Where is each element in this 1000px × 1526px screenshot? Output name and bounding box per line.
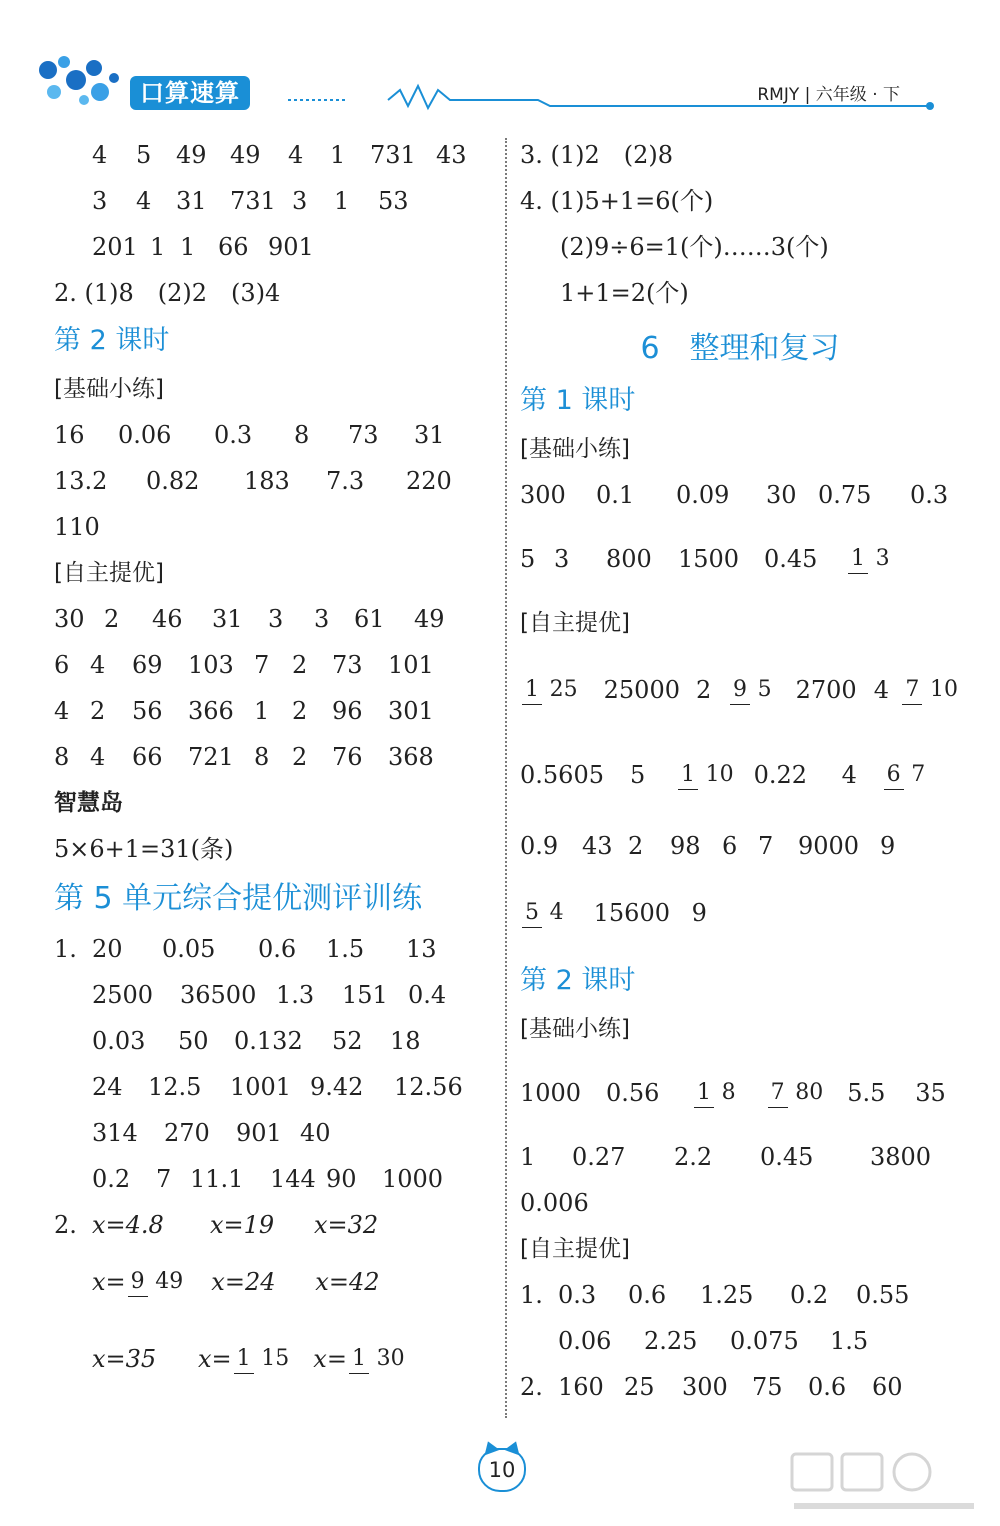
answer-row xyxy=(520,734,960,816)
answer-value: 1 xyxy=(254,697,270,725)
answer-value: 301 xyxy=(388,697,434,725)
answer-value: 98 xyxy=(670,832,701,860)
answer-value: 46 xyxy=(152,605,183,633)
fraction xyxy=(128,1268,184,1297)
answer-value: 13 xyxy=(406,935,437,963)
answer-value: 12.56 xyxy=(394,1073,463,1101)
answer-value: 8 xyxy=(294,421,310,449)
fraction-denominator: 30 xyxy=(376,1345,405,1371)
fraction xyxy=(678,761,734,790)
answer-value: 6 xyxy=(54,651,70,679)
answer-value: 0.22 xyxy=(753,761,808,789)
answer-line: 2. (1)8 (2)2 (3)4 xyxy=(54,279,281,307)
question-number: 2. xyxy=(54,1211,77,1239)
answer-value: 1.3 xyxy=(276,981,315,1009)
equation-row xyxy=(54,1316,494,1402)
answer-value: 3 xyxy=(268,605,284,633)
wisdom-island-title: 智慧岛 xyxy=(54,790,123,816)
answer-value: 8 xyxy=(254,743,270,771)
logo-splash-icon xyxy=(34,52,124,110)
answer-line: 4. (1)5+1=6(个) xyxy=(520,187,714,215)
answer-value: 43 xyxy=(582,832,613,860)
answer-value: 15600 xyxy=(593,899,670,927)
answer-value: 0.006 xyxy=(520,1189,589,1217)
fraction xyxy=(730,676,772,705)
answer-value: 7 xyxy=(254,651,270,679)
answer-value: 2.25 xyxy=(644,1327,698,1355)
answer-value: 4 xyxy=(873,676,890,704)
answer-value: 49 xyxy=(176,141,207,169)
answer-value: 300 xyxy=(520,481,566,509)
answer-row xyxy=(520,816,960,876)
answer-row xyxy=(54,1064,494,1110)
answer-value: 3 xyxy=(292,187,308,215)
answer-value: 0.09 xyxy=(676,481,730,509)
answer-value: 7.3 xyxy=(326,467,365,495)
answer-row xyxy=(54,734,494,780)
answer-value: 0.05 xyxy=(162,935,216,963)
answer-row xyxy=(54,132,494,178)
equation-answer: x=24 xyxy=(211,1268,276,1296)
fraction xyxy=(884,761,926,790)
answer-value: 53 xyxy=(378,187,409,215)
answer-value: 36500 xyxy=(180,981,257,1009)
fraction xyxy=(848,545,890,574)
answer-value: 8 xyxy=(54,743,70,771)
answer-value: 1.5 xyxy=(326,935,365,963)
equation-prefix: x= xyxy=(198,1345,232,1373)
answer-value: 201 xyxy=(92,233,138,261)
answer-value: 0.6 xyxy=(808,1373,847,1401)
lesson-title: 第 2 课时 xyxy=(520,965,636,996)
answer-row xyxy=(54,504,494,550)
answer-value: 66 xyxy=(218,233,249,261)
fraction-denominator: 4 xyxy=(549,899,564,925)
watermark-icon xyxy=(784,1448,984,1518)
answer-value: 0.45 xyxy=(764,545,818,573)
answer-value: 5 xyxy=(520,545,536,573)
answer-value: 52 xyxy=(332,1027,363,1055)
answer-value: 2 xyxy=(628,832,644,860)
question-number: 2. xyxy=(520,1373,543,1401)
answer-value: 1 xyxy=(520,1143,536,1171)
equation-prefix: x= xyxy=(92,1268,126,1296)
answer-value: 4 xyxy=(92,141,108,169)
answer-value: 0.132 xyxy=(234,1027,303,1055)
answer-value: 110 xyxy=(54,513,100,541)
answer-value: 5.5 xyxy=(847,1079,886,1107)
answer-value: 4 xyxy=(90,743,106,771)
section-tag-improve: [自主提优] xyxy=(54,560,164,586)
answer-value: 2 xyxy=(104,605,120,633)
fraction xyxy=(902,676,958,705)
fraction-numerator: 5 xyxy=(522,902,542,928)
answer-row xyxy=(520,1318,960,1364)
answer-value: 0.45 xyxy=(760,1143,814,1171)
answer-value: 3 xyxy=(92,187,108,215)
fraction xyxy=(349,1345,405,1374)
fraction-denominator: 15 xyxy=(261,1345,290,1371)
equation-answer: x=4.8 xyxy=(92,1211,164,1239)
answer-value: 2 xyxy=(292,697,308,725)
answer-value: 731 xyxy=(230,187,276,215)
answer-row xyxy=(520,876,960,950)
answer-value: 183 xyxy=(244,467,290,495)
fraction-numerator: 1 xyxy=(694,1082,714,1108)
fraction-numerator: 1 xyxy=(349,1348,369,1374)
answer-value: 11.1 xyxy=(190,1165,244,1193)
fraction-numerator: 1 xyxy=(848,548,868,574)
answer-line: 1+1=2(个) xyxy=(560,279,689,307)
left-column xyxy=(54,132,494,1402)
answer-row xyxy=(54,596,494,642)
answer-value: 1001 xyxy=(230,1073,292,1101)
answer-row xyxy=(54,1156,494,1202)
answer-value: 18 xyxy=(390,1027,421,1055)
answer-value: 1.5 xyxy=(830,1327,869,1355)
answer-value: 0.1 xyxy=(596,481,635,509)
answer-value: 0.6 xyxy=(258,935,297,963)
answer-value: 40 xyxy=(300,1119,331,1147)
answer-value: 0.56 xyxy=(606,1079,660,1107)
fraction-denominator: 8 xyxy=(721,1079,736,1105)
fraction-denominator: 25 xyxy=(549,676,578,702)
answer-value: 144 xyxy=(270,1165,316,1193)
section-tag-basic: [基础小练] xyxy=(520,436,630,462)
answer-value: 0.06 xyxy=(118,421,172,449)
answer-value: 366 xyxy=(188,697,234,725)
answer-value: 2 xyxy=(292,651,308,679)
answer-row xyxy=(520,1272,960,1318)
answer-value: 220 xyxy=(406,467,452,495)
answer-value: 56 xyxy=(132,697,163,725)
equation-answer: x=32 xyxy=(314,1211,379,1239)
page-number: 10 xyxy=(478,1448,526,1492)
fraction-denominator: 3 xyxy=(875,545,890,571)
answer-value: 1 xyxy=(150,233,166,261)
fraction-numerator: 1 xyxy=(234,1348,254,1374)
answer-value: 4 xyxy=(136,187,152,215)
answer-value: 1.25 xyxy=(700,1281,754,1309)
section-tag-basic: [基础小练] xyxy=(520,1016,630,1042)
fraction-denominator: 49 xyxy=(155,1268,184,1294)
answer-value: 6 xyxy=(722,832,738,860)
answer-value: 4 xyxy=(54,697,70,725)
answer-value: 73 xyxy=(332,651,363,679)
answer-value: 61 xyxy=(354,605,385,633)
logo-title: 口算速算 xyxy=(130,76,250,110)
answer-value: 1000 xyxy=(520,1079,582,1107)
fraction-denominator: 80 xyxy=(795,1079,824,1105)
fraction xyxy=(522,676,578,705)
answer-value: 0.4 xyxy=(408,981,447,1009)
fraction-denominator: 10 xyxy=(930,676,959,702)
lesson-title: 第 1 课时 xyxy=(520,385,636,416)
answer-value: 160 xyxy=(558,1373,604,1401)
answer-row xyxy=(520,472,960,518)
answer-row xyxy=(54,224,494,270)
answer-value: 1 xyxy=(180,233,196,261)
answer-value: 60 xyxy=(872,1373,903,1401)
answer-value: 7 xyxy=(758,832,774,860)
answer-value: 20 xyxy=(92,935,123,963)
answer-row xyxy=(54,1018,494,1064)
answer-value: 96 xyxy=(332,697,363,725)
answer-value: 13.2 xyxy=(54,467,108,495)
answer-row xyxy=(520,1364,960,1410)
answer-value: 314 xyxy=(92,1119,138,1147)
unit-title: 6 整理和复习 xyxy=(640,331,840,366)
answer-value: 35 xyxy=(915,1079,946,1107)
fraction-numerator: 6 xyxy=(884,764,904,790)
fraction-numerator: 7 xyxy=(768,1082,788,1108)
answer-value: 7 xyxy=(156,1165,172,1193)
book-tag: RMJY | 六年级 · 下 xyxy=(753,80,904,105)
answer-value: 12.5 xyxy=(148,1073,202,1101)
answer-row xyxy=(520,1180,960,1226)
answer-value: 4 xyxy=(288,141,304,169)
answer-value: 3800 xyxy=(870,1143,932,1171)
answer-value: 103 xyxy=(188,651,234,679)
answer-value: 2700 xyxy=(795,676,857,704)
equation-row xyxy=(54,1202,494,1248)
answer-value: 4 xyxy=(90,651,106,679)
answer-value: 0.3 xyxy=(214,421,253,449)
answer-value: 30 xyxy=(766,481,797,509)
answer-row xyxy=(54,178,494,224)
answer-value: 30 xyxy=(54,605,85,633)
answer-value: 24 xyxy=(92,1073,123,1101)
answer-value: 31 xyxy=(212,605,243,633)
fraction-numerator: 7 xyxy=(902,679,922,705)
answer-row xyxy=(520,646,960,734)
answer-value: 50 xyxy=(178,1027,209,1055)
answer-value: 2 xyxy=(292,743,308,771)
answer-value: 1000 xyxy=(382,1165,444,1193)
answer-value: 76 xyxy=(332,743,363,771)
answer-value: 16 xyxy=(54,421,85,449)
answer-value: 368 xyxy=(388,743,434,771)
answer-value: 2500 xyxy=(92,981,154,1009)
answer-value: 151 xyxy=(342,981,388,1009)
answer-value: 2 xyxy=(695,676,712,704)
fraction-numerator: 9 xyxy=(128,1271,148,1297)
answer-row xyxy=(520,1134,960,1180)
answer-value: 9000 xyxy=(798,832,860,860)
answer-value: 49 xyxy=(414,605,445,633)
fraction-numerator: 9 xyxy=(730,679,750,705)
answer-value: 69 xyxy=(132,651,163,679)
answer-value: 731 xyxy=(370,141,416,169)
fraction xyxy=(694,1079,736,1108)
answer-row xyxy=(54,642,494,688)
answer-value: 270 xyxy=(164,1119,210,1147)
answer-value: 300 xyxy=(682,1373,728,1401)
answer-value: 2.2 xyxy=(674,1143,713,1171)
answer-row xyxy=(54,1110,494,1156)
fraction xyxy=(234,1345,290,1374)
fraction xyxy=(768,1079,824,1108)
answer-value: 3 xyxy=(554,545,570,573)
answer-value: 90 xyxy=(326,1165,357,1193)
answer-value: 0.27 xyxy=(572,1143,626,1171)
answer-row xyxy=(54,688,494,734)
equation-answer: x=35 xyxy=(92,1345,157,1373)
answer-row xyxy=(520,518,960,600)
answer-value: 31 xyxy=(414,421,445,449)
answer-value: 2 xyxy=(90,697,106,725)
page-header xyxy=(0,0,1000,130)
fraction-denominator: 5 xyxy=(757,676,772,702)
answer-value: 9 xyxy=(691,899,707,927)
section-tag-improve: [自主提优] xyxy=(520,1236,630,1262)
answer-value: 5 xyxy=(136,141,152,169)
answer-value: 0.9 xyxy=(520,832,559,860)
fraction-denominator: 10 xyxy=(705,761,734,787)
answer-value: 800 xyxy=(606,545,652,573)
answer-value: 0.2 xyxy=(790,1281,829,1309)
answer-value: 9.42 xyxy=(310,1073,364,1101)
answer-row xyxy=(54,926,494,972)
answer-value: 101 xyxy=(388,651,434,679)
fraction-numerator: 1 xyxy=(678,764,698,790)
answer-value: 0.03 xyxy=(92,1027,146,1055)
answer-value: 3 xyxy=(314,605,330,633)
answer-value: 43 xyxy=(436,141,467,169)
answer-value: 25 xyxy=(624,1373,655,1401)
answer-line: (2)9÷6=1(个)……3(个) xyxy=(560,233,829,261)
equation-answer: x=42 xyxy=(315,1268,380,1296)
answer-value: 0.6 xyxy=(628,1281,667,1309)
answer-value: 9 xyxy=(880,832,896,860)
answer-value: 1 xyxy=(334,187,350,215)
answer-value: 49 xyxy=(230,141,261,169)
answer-value: 4 xyxy=(841,761,857,789)
answer-line: 5×6+1=31(条) xyxy=(54,835,234,863)
answer-row xyxy=(54,972,494,1018)
answer-value: 75 xyxy=(752,1373,783,1401)
equation-row xyxy=(54,1248,494,1316)
equation-prefix: x= xyxy=(313,1345,347,1373)
answer-row xyxy=(520,1052,960,1134)
lesson-title: 第 2 课时 xyxy=(54,325,170,356)
section-tag-improve: [自主提优] xyxy=(520,610,630,636)
unit-title: 第 5 单元综合提优测评训练 xyxy=(54,881,423,916)
answer-value: 0.55 xyxy=(856,1281,910,1309)
equation-answer: x=19 xyxy=(210,1211,275,1239)
answer-value: 5 xyxy=(630,761,646,789)
answer-value: 0.3 xyxy=(558,1281,597,1309)
answer-value: 0.2 xyxy=(92,1165,131,1193)
answer-value: 0.075 xyxy=(730,1327,799,1355)
answer-value: 1 xyxy=(330,141,346,169)
question-number: 1. xyxy=(54,935,77,963)
answer-value: 25000 xyxy=(603,676,680,704)
answer-value: 721 xyxy=(188,743,234,771)
answer-row xyxy=(54,458,494,504)
fraction xyxy=(522,899,564,928)
answer-value: 0.5605 xyxy=(520,761,604,789)
answer-value: 66 xyxy=(132,743,163,771)
answer-value: 0.3 xyxy=(910,481,949,509)
fraction-denominator: 7 xyxy=(911,761,926,787)
answer-value: 0.06 xyxy=(558,1327,612,1355)
answer-value: 901 xyxy=(268,233,314,261)
answer-line: 3. (1)2 (2)8 xyxy=(520,141,674,169)
answer-value: 73 xyxy=(348,421,379,449)
column-divider xyxy=(505,138,507,1418)
right-column xyxy=(520,132,960,1410)
answer-row xyxy=(54,412,494,458)
answer-value: 0.75 xyxy=(818,481,872,509)
answer-value: 31 xyxy=(176,187,207,215)
fraction-numerator: 1 xyxy=(522,679,542,705)
question-number: 1. xyxy=(520,1281,543,1309)
answer-value: 901 xyxy=(236,1119,282,1147)
answer-value: 1500 xyxy=(678,545,740,573)
answer-value: 0.82 xyxy=(146,467,200,495)
section-tag-basic: [基础小练] xyxy=(54,376,164,402)
